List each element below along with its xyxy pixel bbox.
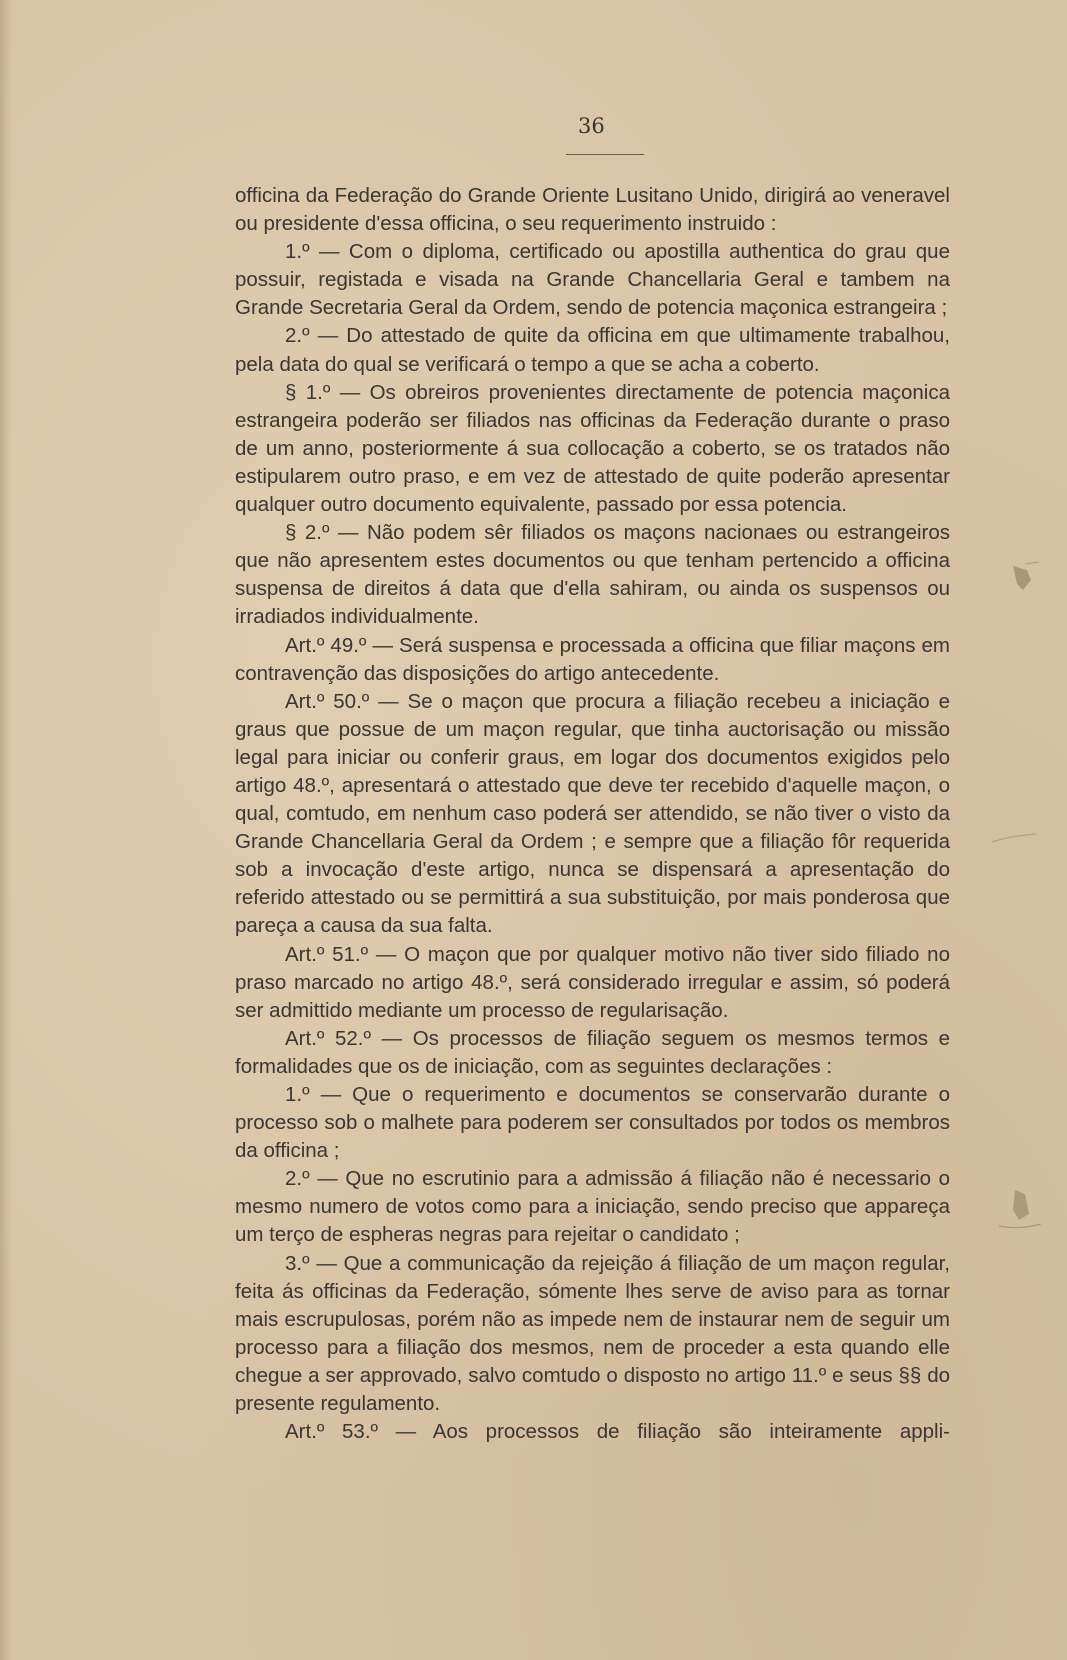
paragraph-art-49: Art.º 49.º — Será suspensa e processada a officina que filiar maçons em contravenção das disposições do artigo antecedente. bbox=[235, 633, 950, 685]
margin-stain-icon bbox=[1005, 560, 1045, 600]
margin-stain-mark bbox=[995, 1180, 1045, 1240]
margin-stain-mark bbox=[1005, 560, 1045, 600]
page-number-rule bbox=[566, 154, 644, 155]
paragraph-art-52-item-1: 1.º — Que o requerimento e documentos se conservarão durante o processo sob o malhete para poderem ser consultados por todos os membros da officina ; bbox=[235, 1083, 950, 1163]
body-text bbox=[235, 182, 950, 1446]
paragraph-art-52-item-3: 3.º — Que a communicação da rejeição á filiação de um maçon regular, feita ás officinas da Federação, sómente lhes serve de aviso para as tornar mais escrupulosas, porém não as impede nem de instaurar nem de seguir um processo para a filiação dos mesmos, nem de proceder a esta quando elle chegue a ser approvado, salvo comtudo o disposto no artigo 11.º e seus §§ do presente regulamento. bbox=[235, 1251, 950, 1416]
paragraph-art-52-item-2: 2.º — Que no escrutinio para a admissão á filiação não é necessario o mesmo numero de votos como para a iniciação, sendo preciso que appareça um terço de espheras negras para rejeitar o candidato ; bbox=[235, 1167, 950, 1247]
paragraph-section-2: § 2.º — Não podem sêr filiados os maçons nacionaes ou estrangeiros que não apresentem estes documentos ou que tenham pertencido a officina suspensa de direitos á data que d'ella sahiram, ou ainda os suspensos ou irradiados individualmente. bbox=[235, 521, 950, 629]
paragraph-art-53: Art.º 53.º — Aos processos de filiação são inteiramente appli- bbox=[285, 1420, 950, 1444]
paragraph-art-51: Art.º 51.º — O maçon que por qualquer motivo não tiver sido filiado no praso marcado no artigo 48.º, será considerado irregular e assim, só poderá ser admittido mediante um processo de regularisação. bbox=[235, 942, 950, 1022]
paragraph-section-1: § 1.º — Os obreiros provenientes directamente de potencia maçonica estrangeira poderão ser filiados nas officinas da Federação durante o praso de um anno, posteriormente á sua collocação a coberto, se os tratados não estipularem outro praso, e em vez de attestado de quite poderão apresentar qualquer outro documento equivalente, passado por essa potencia. bbox=[235, 380, 950, 517]
paragraph-art-52: Art.º 52.º — Os processos de filiação seguem os mesmos termos e formalidades que os de iniciação, com as seguintes declarações : bbox=[235, 1026, 950, 1078]
page-number: 36 bbox=[578, 114, 605, 138]
page-edge-shadow bbox=[0, 0, 12, 1660]
paragraph-item-1: 1.º — Com o diploma, certificado ou apostilla authentica do grau que possuir, registada e visada na Grande Chancellaria Geral e tambem na Grande Secretaria Geral da Ordem, sendo de potencia maçonica estrangeira ; bbox=[235, 240, 950, 320]
paragraph-item-2: 2.º — Do attestado de quite da officina em que ultimamente trabalhou, pela data do qual se verificará o tempo a que se acha a coberto. bbox=[235, 324, 950, 376]
paragraph-art-50: Art.º 50.º — Se o maçon que procura a filiação recebeu a iniciação e graus que possue de um maçon regular, que tinha auctorisação ou missão legal para iniciar ou conferir graus, em logar dos documentos exigidos pelo artigo 48.º, apresentará o attestado que deve ter recebido d'aquelle maçon, o qual, comtudo, em nenhum caso poderá ser attendido, se não tiver o visto da Grande Chancellaria Geral da Ordem ; e sempre que a filiação fôr requerida sob a invocação d'este artigo, nunca se dispensará a apresentação do referido attestado ou se permittirá a sua substituição, por mais ponderosa que pareça a causa da sua falta. bbox=[235, 689, 950, 938]
margin-scratch-icon bbox=[990, 830, 1040, 850]
paragraph-intro: officina da Federação do Grande Oriente Lusitano Unido, dirigirá ao veneravel ou presidente d'essa officina, o seu requerimento instruido : bbox=[235, 184, 950, 236]
margin-stain-mark bbox=[990, 830, 1040, 850]
margin-stain-icon bbox=[995, 1180, 1045, 1240]
